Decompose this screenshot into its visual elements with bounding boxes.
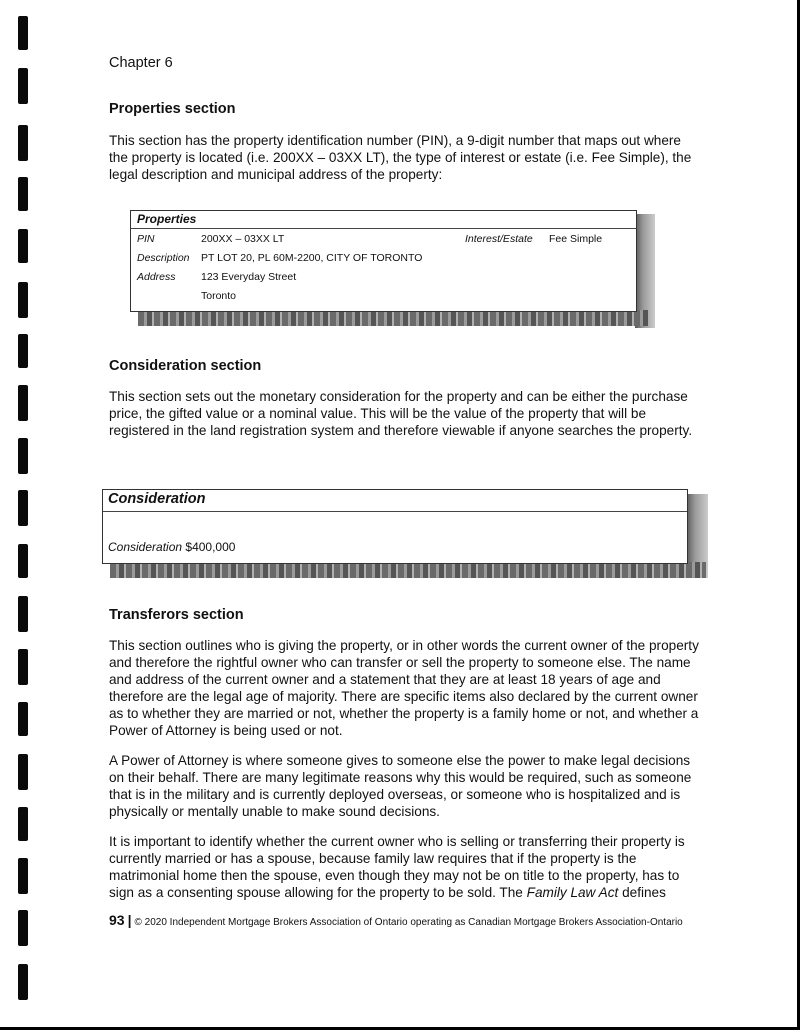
- box-shadow: [138, 310, 648, 326]
- properties-heading: Properties section: [109, 101, 236, 117]
- consideration-value: $400,000: [185, 540, 236, 554]
- binder-hole: [18, 125, 28, 161]
- binder-hole: [18, 858, 28, 894]
- binder-hole: [18, 544, 28, 578]
- binder-hole: [18, 385, 28, 421]
- binder-hole: [18, 282, 28, 318]
- address-line-2: Toronto: [201, 290, 237, 302]
- binder-hole: [18, 702, 28, 736]
- description-value: PT LOT 20, PL 60M-2200, CITY OF TORONTO: [201, 252, 423, 264]
- transferors-paragraph: [109, 833, 699, 901]
- properties-box-title: Properties: [131, 211, 636, 229]
- binder-hole: [18, 229, 28, 263]
- chapter-label: Chapter 6: [109, 55, 173, 71]
- address-label: Address: [137, 271, 176, 283]
- binder-hole: [18, 438, 28, 474]
- binder-hole: [18, 68, 28, 104]
- pin-value: 200XX – 03XX LT: [201, 233, 285, 245]
- consideration-label: Consideration: [108, 540, 183, 554]
- footer-separator: |: [127, 912, 132, 928]
- properties-body: This section has the property identification number (PIN), a 9-digit number that maps out where the property is located (i.e. 200XX – 03XX LT), the type of interest or estate (i.e. Fee Simple), the legal description and municipal address of the property:: [109, 133, 692, 182]
- binder-hole: [18, 807, 28, 841]
- consideration-box: [102, 489, 688, 564]
- binder-hole: [18, 964, 28, 1000]
- copyright-text: © 2020 Independent Mortgage Brokers Association of Ontario operating as Canadian Mortgage Brokers Association-Ontario: [134, 917, 683, 928]
- binder-hole: [18, 910, 28, 946]
- consideration-heading: Consideration section: [109, 358, 262, 374]
- transferors-heading: Transferors section: [109, 607, 244, 623]
- binder-hole: [18, 649, 28, 685]
- paragraph-text: It is important to identify whether the current owner who is selling or transferring their property is currently married or has a spouse, because family law requires that if the property is the matrimonial home then the spouse, even though they may not be on title to the property, has to sign as a consenting spouse allowing for the property to be sold. The: [109, 834, 685, 900]
- binder-hole: [18, 177, 28, 211]
- consideration-body: This section sets out the monetary consideration for the property and can be either the purchase price, the gifted value or a nominal value. This will be the value of the property that will be registered in the land registration system and therefore viewable if anyone searches the property.: [109, 389, 693, 438]
- properties-box: [130, 210, 637, 312]
- transferors-paragraph: This section outlines who is giving the property, or in other words the current owner of the property and therefore the rightful owner who can transfer or sell the property to someone else. The name and address of the current owner and a statement that they are at least 18 years of age and therefore are the legal age of majority. There are specific items also declared by the current owner as to whether they are married or not, whether the property is a family home or not, and whether a Power of Attorney is being used or not.: [109, 638, 699, 738]
- transferors-paragraph: A Power of Attorney is where someone gives to someone else the power to make legal decisions on their behalf. There are many legitimate reasons why this would be required, such as someone that is in the military and is currently deployed overseas, or someone who is hospitalized and is physically or mentally unable to make sound decisions.: [109, 753, 692, 819]
- page-footer: [109, 912, 683, 928]
- binder-hole: [18, 490, 28, 526]
- binder-hole: [18, 596, 28, 632]
- binder-hole: [18, 16, 28, 50]
- page-number: 93: [109, 912, 125, 928]
- interest-label: Interest/Estate: [465, 233, 533, 245]
- address-line-1: 123 Everyday Street: [201, 271, 297, 283]
- binder-hole: [18, 754, 28, 790]
- description-label: Description: [137, 252, 190, 264]
- paragraph-text: defines: [618, 885, 666, 900]
- box-shadow: [110, 562, 706, 578]
- interest-value: Fee Simple: [549, 233, 603, 245]
- binder-hole: [18, 334, 28, 368]
- pin-label: PIN: [137, 233, 155, 245]
- consideration-row: [108, 540, 235, 554]
- consideration-box-title: Consideration: [103, 490, 687, 512]
- family-law-act-title: Family Law Act: [526, 885, 619, 900]
